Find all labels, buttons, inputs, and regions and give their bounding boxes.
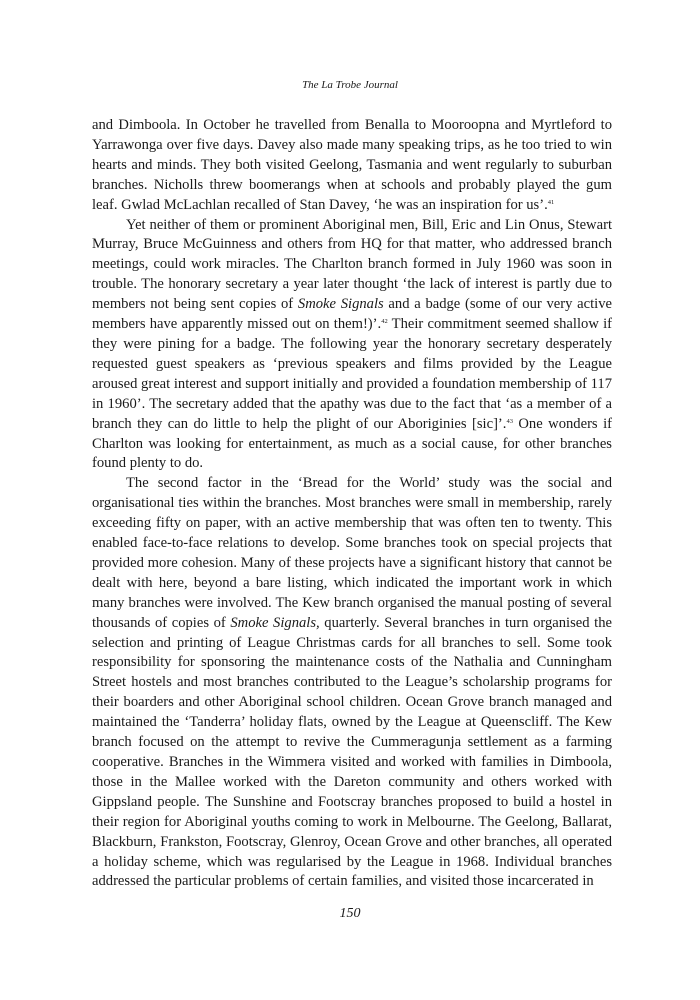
paragraph xyxy=(92,474,612,892)
footnote-marker: 42 xyxy=(381,318,388,326)
italic-title: Smoke Signals xyxy=(297,296,384,313)
text-run: and a badge (some of our very active members have apparently missed out on them!)’. xyxy=(92,296,612,333)
text-run: and Dimboola. In October he travelled from Benalla to Mooroopna and Myrtleford to Yarrawonga over five days. Davey also made many speaking trips, as he too tried to win hearts and minds. They both visited Geelong, Tasmania and went regularly to suburban branches. Nicholls threw boomerangs when at schools and probably played the gum leaf. Gwlad McLachlan recalled of Stan Davey, ‘he was an inspiration for us’. xyxy=(92,117,612,213)
text-run: The second factor in the ‘Bread for the World’ study was the social and organisational ties within the branches. Most branches were small in membership, rarely exceeding fifty on paper, with an active membership that was often ten to twenty. This enabled face-to-face relations to develop. Some branches took on special projects that provided more cohesion. Many of these projects have a significant history that cannot be dealt with here, beyond a bare listing, which indicated the important work in which many branches were involved. The Kew branch organised the manual posting of several thousands of copies of xyxy=(92,475,612,631)
running-head: The La Trobe Journal xyxy=(302,79,398,91)
footnote-marker: 43 xyxy=(506,417,513,425)
paragraph xyxy=(92,216,612,475)
paragraph xyxy=(92,116,612,216)
footnote-marker: 41 xyxy=(547,198,555,206)
article-body xyxy=(92,116,612,892)
text-run: quarterly. Several branches in turn organised the selection and printing of League Christmas cards for all branches to sell. Some took responsibility for sponsoring the maintenance costs of the Nathalia and Cunningham Street hostels and most branches contributed to the League’s scholarship programs for their boarders and other Aboriginal school children. Ocean Grove branch managed and maintained the ‘Tanderra’ holiday flats, owned by the League at Queenscliff. The Kew branch focused on the attempt to revive the Cummeragunja settlement as a farming cooperative. Branches in the Wimmera visited and worked with families in Dimboola, those in the Mallee worked with the Dareton community and others worked with Gippsland people. The Sunshine and Footscray branches proposed to build a hostel in their region for Aboriginal youths coming to work in Melbourne. The Geelong, Ballarat, Blackburn, Frankston, Footscray, Glenroy, Ocean Grove and other branches, all operated a holiday scheme, which was regularised by the League in 1968. Individual branches addressed the particular problems of certain families, and visited those incarcerated in xyxy=(92,614,612,890)
text-run: Yet neither of them or prominent Aboriginal men, Bill, Eric and Lin Onus, Stewart Murray, Bruce McGuinness and others from HQ for that matter, who addressed branch meetings, could work miracles. The Charlton branch formed in July 1960 was soon in trouble. The honorary secretary a year later thought ‘the lack of interest is partly due to members not being sent copies of xyxy=(92,216,612,313)
text-run: Their commitment seemed shallow if they were pining for a badge. The following year the honorary secretary desperately requested guest speakers as ‘previous speakers and films provided by the League aroused great interest and support initially and provided a foundation membership of 117 in 1960’. The secretary added that the apathy was due to the fact that ‘as a member of a branch they can do little to help the plight of our Aboriginies [sic]’. xyxy=(92,316,612,432)
page-number: 150 xyxy=(339,906,361,921)
italic-title: Smoke Signals, xyxy=(230,614,320,631)
text-run: One wonders if Charlton was looking for entertainment, as much as a social cause, for other branches found plenty to do. xyxy=(92,415,612,472)
